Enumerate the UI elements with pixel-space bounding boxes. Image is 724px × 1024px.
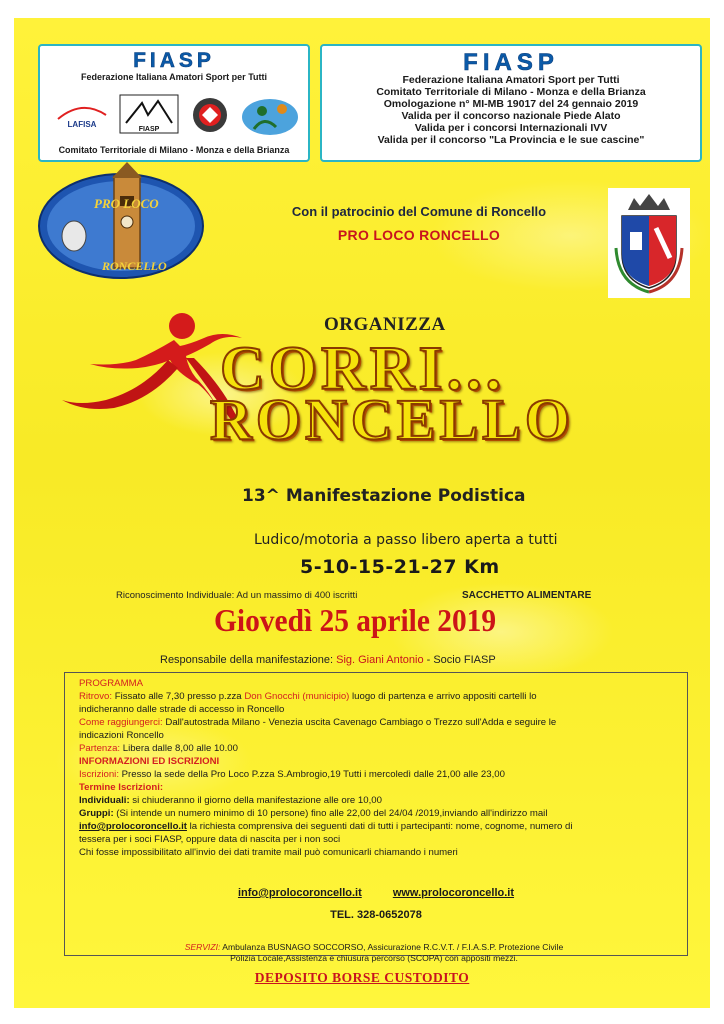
responsible-label: Responsabile della manifestazione:: [160, 654, 337, 666]
ritrovo-line-2: indicheranno dalle strade di accesso in Roncello: [79, 704, 285, 715]
lafisa-text: LAFISA: [67, 120, 97, 129]
come-text: Dall'autostrada Milano - Venezia uscita Cavenago Cambiago o Trezzo sull'Adda e seguire le: [162, 717, 557, 728]
fiasp-subtitle-left: Federazione Italiana Amatori Sport per Tutti: [80, 72, 268, 82]
ritrovo-text: Fissato alle 7,30 presso p.zza: [112, 691, 245, 702]
services-text-1: Ambulanza BUSNAGO SOCCORSO, Assicurazione R.C.V.T. / F.I.A.S.P. Protezione Civile: [220, 942, 564, 952]
individuali-text: si chiuderanno il giorno della manifestazione alle ore 10,00: [129, 795, 382, 806]
services-line-1: [74, 942, 674, 953]
ritrovo-label: Ritrovo:: [79, 691, 113, 702]
fiasp-title-right: FIASP: [463, 49, 559, 76]
fiasp-logo-text: FIASP: [138, 126, 160, 133]
programme-heading: PROGRAMMA: [79, 678, 143, 689]
patronage-block: [234, 204, 604, 243]
recognition-text: Riconoscimento Individuale: Ad un massimo di 400 iscritti: [116, 590, 358, 601]
come-label: Come raggiungerci:: [79, 717, 163, 728]
services-line-2: Polizia Locale,Assistenza e chiusura percorso (SCOPA) con appositi mezzi.: [230, 953, 518, 963]
gruppi-email[interactable]: info@prolocoroncello.it: [79, 821, 187, 832]
termine-heading: Termine Iscrizioni:: [79, 782, 164, 793]
bag-storage-notice: DEPOSITO BORSE CUSTODITO: [254, 970, 470, 985]
responsible-line: [160, 654, 496, 666]
ritrovo-line: [79, 690, 681, 703]
gruppi-line-4: Chi fosse impossibilitato all'invio dei dati tramite mail può comunicarli chiamando i numeri: [79, 847, 458, 858]
programme-box: [64, 672, 688, 956]
individuali-label: Individuali:: [79, 795, 130, 806]
walkers-logo: [240, 93, 300, 137]
come-line: [79, 716, 681, 729]
email-link[interactable]: info@prolocoroncello.it: [237, 887, 362, 899]
responsible-name: Sig. Giani Antonio: [336, 654, 424, 666]
event-description: Ludico/motoria a passo libero aperta a tutti: [254, 532, 558, 548]
gruppi-label: Gruppi:: [79, 808, 114, 819]
website-link[interactable]: www.prolocoroncello.it: [392, 887, 515, 899]
services-block: [74, 942, 674, 964]
proloco-top-text: PRO LOCO: [94, 196, 159, 211]
iscrizioni-line: [79, 768, 681, 781]
individuali-line: [79, 794, 681, 807]
telephone: TEL. 328-0652078: [330, 909, 422, 921]
fiasp-logo: [118, 93, 180, 135]
gruppi-line: [79, 807, 681, 820]
recognition-line: [116, 590, 616, 601]
proloco-bottom-text: RONCELLO: [102, 259, 167, 273]
fiasp-header-left: [38, 44, 310, 162]
fiasp-header-right: [320, 44, 702, 162]
ritrovo-place: Don Gnocchi (municipio): [244, 691, 350, 702]
fiasp-footer-left: Comitato Territoriale di Milano - Monza e della Brianza: [58, 145, 290, 155]
organizza-label: ORGANIZZA: [324, 314, 446, 335]
fiasp-line-6: Valida per il concorso "La Provincia e le sue cascine": [377, 134, 645, 146]
regional-emblem: [188, 95, 232, 135]
services-label: SERVIZI:: [184, 942, 221, 952]
fiasp-line-5: Valida per i concorsi Internazionali IVV: [414, 122, 608, 134]
flyer-sheet: [14, 18, 710, 1008]
roncello-crest: [608, 188, 690, 298]
gruppi-line-2: [79, 820, 681, 833]
iscrizioni-text: Presso la sede della Pro Loco P.zza S.Ambrogio,19 Tutti i mercoledì dalle 21,00 alle 23,00: [118, 769, 505, 780]
event-date: Giovedì 25 aprile 2019: [214, 602, 497, 638]
fiasp-title-left: FIASP: [133, 49, 215, 72]
gruppi-text: (Si intende un numero minimo di 10 persone) fino alle 22,00 del 24/04 /2019,inviando all'indirizzo mail: [113, 808, 548, 819]
ritrovo-text-b: luogo di partenza e arrivo appositi cartelli lo: [349, 691, 537, 702]
info-heading: INFORMAZIONI ED ISCRIZIONI: [79, 756, 220, 767]
sponsor-logos: [50, 87, 298, 143]
event-title-line1: CORRI...: [220, 335, 506, 403]
food-bag-label: SACCHETTO ALIMENTARE: [462, 590, 592, 601]
partenza-text: Libera dalle 8,00 alle 10.00: [120, 743, 238, 754]
fiasp-line-4: Valida per il concorso nazionale Piede Alato: [401, 110, 621, 122]
fiasp-line-2: Comitato Territoriale di Milano - Monza e della Brianza: [376, 86, 646, 98]
lafisa-logo: [54, 97, 110, 131]
iscrizioni-label: Iscrizioni:: [79, 769, 119, 780]
gruppi-line-3: tessera per i soci FIASP, oppure data di nascita per i non soci: [79, 834, 341, 845]
distances: 5-10-15-21-27 Km: [300, 556, 500, 578]
proloco-badge: [36, 162, 206, 282]
edition-heading: 13^ Manifestazione Podistica: [242, 486, 526, 506]
partenza-label: Partenza:: [79, 743, 121, 754]
partenza-line: [79, 742, 681, 755]
gruppi-text-b: la richiesta comprensiva dei seguenti dati di tutti i partecipanti: nome, cognome, numero di: [186, 821, 573, 832]
responsible-suffix: - Socio FIASP: [423, 654, 496, 666]
event-title-line2: RONCELLO: [210, 387, 574, 452]
fiasp-line-1: Federazione Italiana Amatori Sport per Tutti: [402, 74, 620, 86]
organizer-name: PRO LOCO RONCELLO: [337, 227, 501, 243]
patronage-line: Con il patrocinio del Comune di Roncello: [291, 204, 547, 219]
contact-links: [65, 887, 687, 900]
fiasp-line-3: Omologazione n° MI-MB 19017 del 24 gennaio 2019: [383, 98, 639, 110]
come-line-2: indicazioni Roncello: [79, 730, 164, 741]
